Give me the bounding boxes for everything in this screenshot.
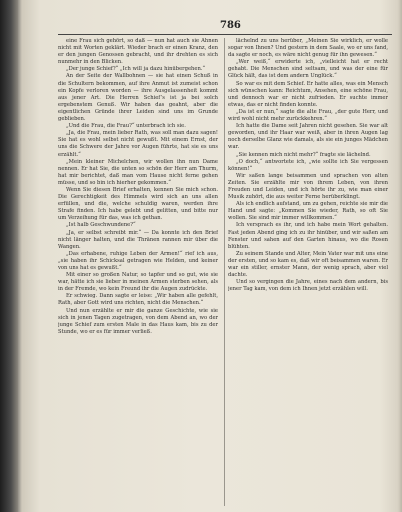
paragraph: Er schwieg. Dann sagte er leise: „Wir haben alle gefehlt, Rath, aber Gott wird uns richten, nicht die Menschen.“ (58, 293, 218, 307)
paragraph: Wir saßen lange beisammen und sprachen von alten Zeiten. Sie erzählte mir von ihrem Leben, von ihren Freuden und Leiden, und ich hörte ihr zu, wie man einer Musik zuhört, die aus weiter Ferne herüberklingt. (228, 172, 388, 201)
paragraph: eine Frau sich gehört, so daß — nun hat auch sie Ahnen nicht mit Worten geklärt. Wieder brach er einen Kranz, den er den jungen Genossen gebracht, und ihr drehten es sich nunmehr in den Blicken. (58, 38, 218, 66)
book-spine-edge (0, 0, 18, 512)
paragraph: „Mein kleiner Michelchen, wir wollen ihn nun Dame nennen. Er hat Sie, die unten so schön der Herr am Thurm, hat mir berichtet, daß man vom Hause nicht ferne gehen müsse, und so bin ich hierher gekommen.“ (58, 158, 218, 186)
paragraph: Ich hatte die Dame seit Jahren nicht gesehen. Sie war alt geworden, und ihr Haar war weiß, aber in ihren Augen lag noch derselbe Glanz wie damals, als sie ein junges Mädchen war. (228, 123, 388, 151)
paragraph: Und nun erzählte er mir die ganze Geschichte, wie sie sich in jenen Tagen zugetragen, von dem Abend an, wo der junge Schief zum ersten Male in das Haus kam, bis zu der Stunde, wo er es für immer verließ. (58, 307, 218, 335)
paragraph: „Ja, die Frau, mein lieber Rath, was soll man dazu sagen! Sie hat es wohl selbst nicht gewußt. Mit einem Ernst, der uns die Schwere der Jahre vor Augen führte, hat sie es uns erzählt.“ (58, 130, 218, 158)
paragraph: „Ist halb Geschwundene?“ (66, 222, 136, 229)
paragraph: Mit einer so großen Natur, so tapfer und so gut, wie sie war, hätte ich sie lieber in meinen Armen sterben sehen, als in der Fremde, wo kein Freund ihr die Augen zudrückte. (58, 272, 218, 293)
paragraph: „Sie kennen mich nicht mehr?“ fragte sie lächelnd. (236, 151, 371, 158)
right-text-column (228, 38, 388, 508)
paragraph: An der Seite der Wallbohnen — sie hat einen Schuß in die Schultern bekommen, auf ihre Anmut ist zumeist schon ein Kopfe verloren worden — ihre Ausgelassenheit kommt aus jener Art. Die Herren Schief’s ist ja bei solch ergebenstem Genuß. Wir haben das geahnt, aber die eigentlichen Gründe ihrer Leiden sind uns im Grunde geblieben. (58, 73, 218, 123)
page-header (60, 20, 390, 34)
paragraph: „Da ist er nun,“ sagte die alte Frau, „der gute Herr, und wird wohl nicht mehr zurückkehren.“ (228, 108, 388, 123)
paragraph: Ich versprach es ihr, und ich habe mein Wort gehalten. Fast jeden Abend ging ich zu ihr hinüber, und wir saßen am Fenster und sahen auf den Garten hinaus, wo die Rosen blühten. (228, 222, 388, 250)
paragraph: Als ich endlich aufstand, um zu gehen, reichte sie mir die Hand und sagte: „Kommen Sie wieder, Rath, so oft Sie wollen. Sie sind mir immer willkommen.“ (228, 201, 388, 222)
paragraph: So war es mit dem Schief. Er hatte alles, was ein Mensch sich wünschen kann: Reichtum, Ansehen, eine schöne Frau, und dennoch war er nicht zufrieden. Er suchte immer etwas, das er nicht finden konnte. (228, 80, 388, 108)
header-rule (58, 34, 392, 35)
paragraph: „Das erhabene, ruhige Leben der Armen!“ rief ich aus, „sie haben ihr Schicksal getragen wie Helden, und keiner von uns hat es gewußt.“ (58, 250, 218, 271)
column-divider (224, 38, 225, 506)
paragraph: „Ja, er selbst schreibt mir.“ — Da konnte ich den Brief nicht länger halten, und die Thränen rannen mir über die Wangen. (58, 229, 218, 250)
page-number: 786 (220, 20, 241, 31)
paragraph: Wenn Sie diesen Brief erhalten, kennen Sie mich schon. Die Gerechtigkeit des Himmels wird sich an uns allen erfüllen, und die, welche schuldig waren, werden ihre Strafe finden. Ich habe gelebt und gelitten, und bitte nur um Verzeihung für das, was ich gethan. (58, 186, 218, 222)
paragraph: lächelnd zu uns herüber, „Meinen Sie wirklich, er wolle sogar von Ihnen? Und gestern in dem Saale, wo er uns fand, da sagte er noch, es wäre nicht genug für ihn gewesen.“ (228, 38, 388, 59)
paragraph: „Und die Frau, die Frau?“ unterbrach ich sie. (66, 123, 186, 130)
paragraph: Zu seinem Stande und Alter, Mein Vater war mit uns eine der ersten, und so kam es, daß wir oft beisammen waren. Er war ein stiller, ernster Mann, der wenig sprach, aber viel dachte. (228, 250, 388, 279)
left-text-column (58, 38, 218, 508)
paragraph: Und so vergingen die Jahre, eines nach dem andern, bis jener Tag kam, von dem ich Ihnen jetzt erzählen will. (228, 279, 388, 293)
paragraph: „Der junge Schief?“ „Ich will ja dazu hinübergehen.“ (66, 66, 206, 73)
paragraph: „Wer weiß,“ erwiderte ich, „vielleicht hat er recht gehabt. Die Menschen sind seltsam, und was der eine für Glück hält, das ist dem andern Unglück.“ (228, 59, 388, 80)
paragraph: „O doch,“ antwortete ich, „wie sollte ich Sie vergessen können!“ (228, 158, 388, 172)
